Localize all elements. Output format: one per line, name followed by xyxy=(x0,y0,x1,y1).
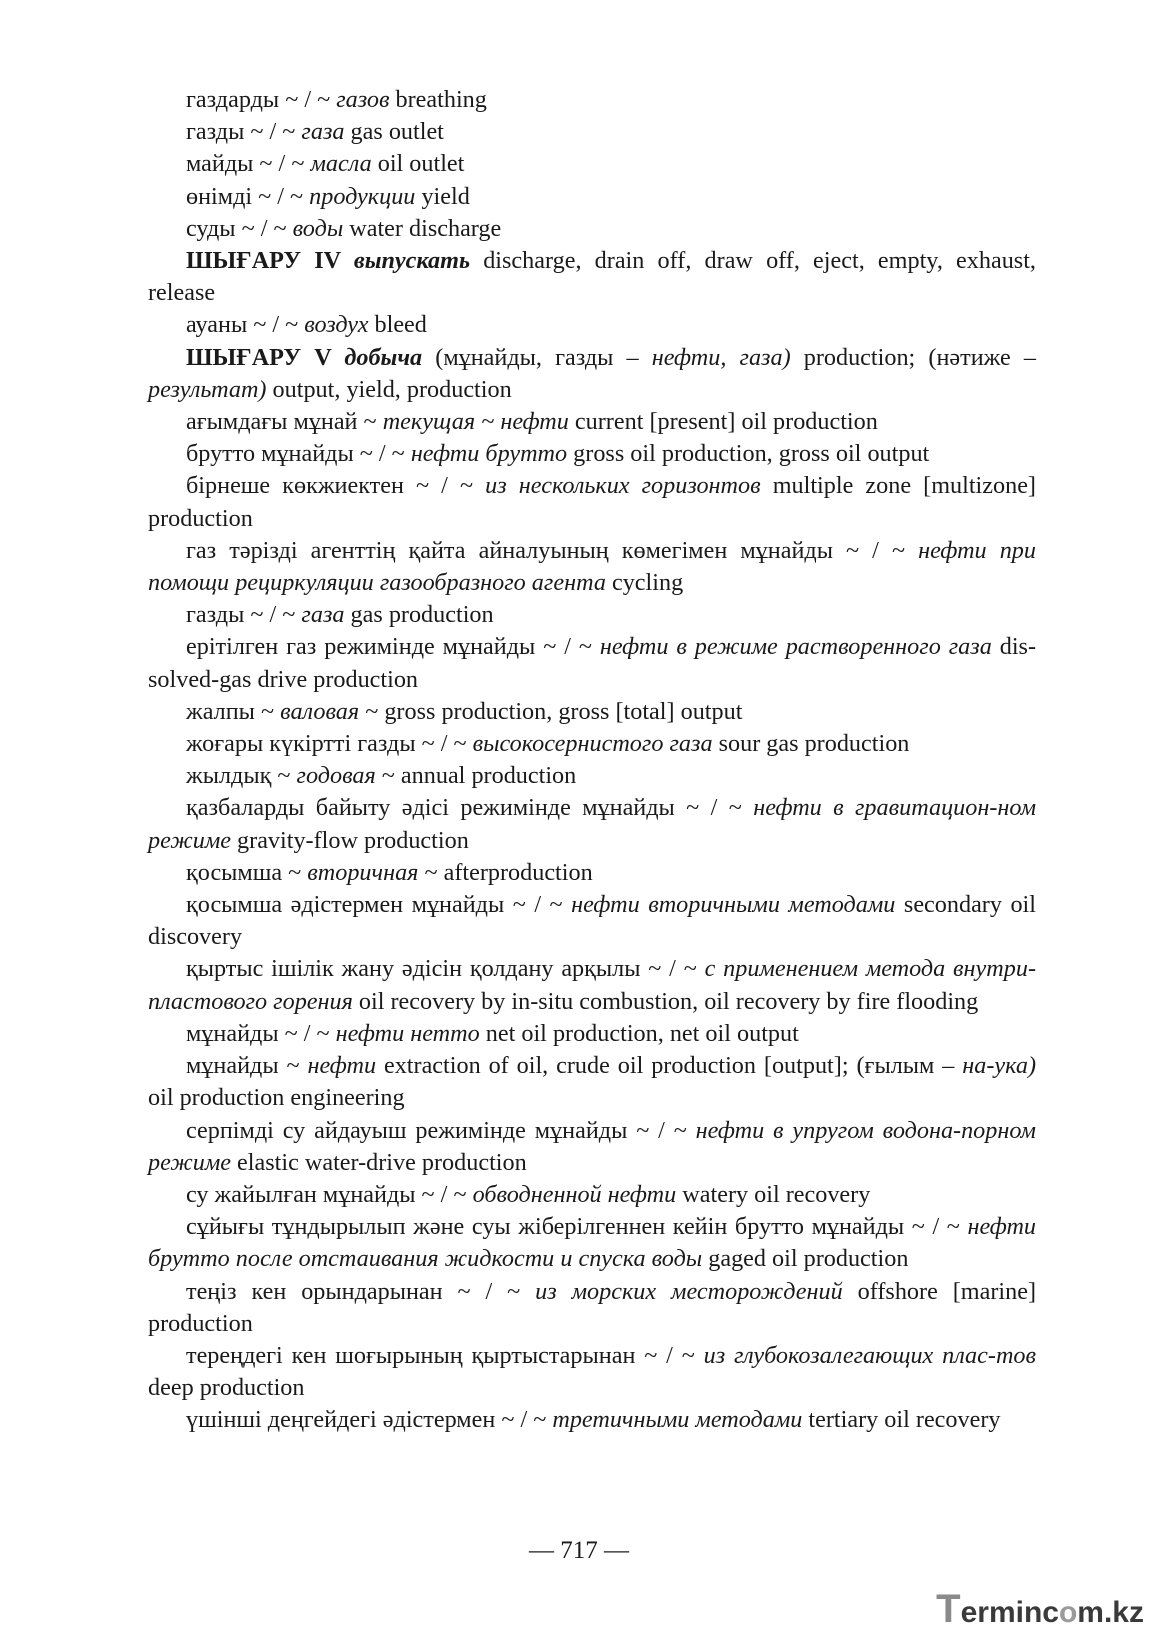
entry-segment: с применением метода внутри-пластового горения xyxy=(148,955,1036,1015)
entry-segment: output, yield, production xyxy=(266,375,512,403)
dictionary-entry xyxy=(148,116,1036,148)
entry-segment: ~ gross production, gross [total] output xyxy=(359,697,743,725)
entry-segment: сұйығы тұндырылып және суы жіберілгеннен кейін брутто мұнайды ~ / ~ xyxy=(186,1213,968,1241)
entry-segment: нефти вторичными методами xyxy=(571,891,896,919)
entry-segment: серпімді су айдауыш режимінде мұнайды ~ / ~ xyxy=(186,1116,696,1144)
entry-segment: қазбаларды байыту әдісі режимінде мұнайды ~ / ~ xyxy=(186,794,754,822)
dictionary-entry xyxy=(148,728,1036,760)
entry-segment: tertiary oil recovery xyxy=(802,1406,1001,1434)
entry-segment: extraction of oil, crude oil production [output]; (ғылым – xyxy=(376,1052,963,1080)
dictionary-entry xyxy=(148,535,1036,599)
entry-segment: нефти xyxy=(307,1052,377,1080)
entry-segment: газа xyxy=(301,601,345,629)
entry-segment: production; (нәтиже – xyxy=(790,343,1037,371)
dictionary-entry xyxy=(148,1115,1036,1179)
entry-segment: net oil production, net oil output xyxy=(479,1019,799,1047)
entry-segment: ағымдағы мұнай ~ xyxy=(186,408,383,436)
entry-segment: ~ afterproduction xyxy=(418,858,593,886)
dictionary-entry xyxy=(148,1404,1036,1436)
dictionary-entry xyxy=(148,148,1036,180)
dictionary-entry xyxy=(148,245,1036,309)
dictionary-entry xyxy=(148,792,1036,856)
dictionary-entry xyxy=(148,470,1036,534)
entry-segment: ауаны ~ / ~ xyxy=(186,311,305,339)
dictionary-entry xyxy=(148,599,1036,631)
entry-segment: elastic water-drive production xyxy=(231,1148,527,1176)
entry-segment: газа xyxy=(301,118,345,146)
entry-segment: ШЫҒАРУ V xyxy=(186,343,345,371)
entry-segment: gross oil production, gross oil output xyxy=(567,440,930,468)
entry-segment: нефти в гравитацион-ном режиме xyxy=(148,794,1037,854)
entry-segment: суды ~ / ~ xyxy=(186,214,293,242)
dictionary-entry xyxy=(148,1211,1036,1275)
dictionary-entry xyxy=(148,760,1036,792)
dictionary-entry xyxy=(148,438,1036,470)
entry-segment: gas production xyxy=(344,601,494,629)
dictionary-entry xyxy=(148,857,1036,889)
entry-segment: қыртыс ішілік жану әдісін қолдану арқылы ~ / ~ xyxy=(186,955,705,983)
entry-segment: высокосернистого газа xyxy=(472,730,713,758)
entry-segment: майды ~ / ~ xyxy=(186,150,311,178)
entry-segment: discharge, drain off, draw off, eject, empty, exhaust, release xyxy=(148,247,1036,307)
entry-segment: газ тәрізді агенттің қайта айналуының көмегімен мұнайды ~ / ~ xyxy=(186,536,919,564)
dictionary-entry xyxy=(148,953,1036,1017)
entry-segment: масла xyxy=(310,150,372,178)
entry-segment: ерітілген газ режимінде мұнайды ~ / ~ xyxy=(186,633,600,661)
entry-segment: watery oil recovery xyxy=(676,1180,871,1208)
entry-segment: нефти в режиме растворенного газа xyxy=(599,633,992,661)
entry-segment: добыча xyxy=(344,343,423,371)
page-number: — 717 — xyxy=(529,1537,629,1564)
entry-segment: oil outlet xyxy=(371,150,465,178)
entry-segment: нефти при помощи рециркуляции газообразного агента xyxy=(148,536,1036,597)
entry-segment: текущая ~ нефти xyxy=(382,408,569,436)
entry-segment: bleed xyxy=(368,311,427,339)
entry-segment: нефти в упругом водона-порном режиме xyxy=(148,1116,1036,1176)
entry-segment: брутто мұнайды ~ / ~ xyxy=(186,440,411,468)
entry-segment: deep production xyxy=(148,1374,305,1402)
entry-segment: жалпы ~ xyxy=(186,697,281,725)
entry-segment: вторичная xyxy=(307,858,419,886)
logo-letter-t: T xyxy=(936,1587,961,1631)
entry-segment: выпускать xyxy=(353,247,471,275)
entry-segment: из нескольких горизонтов xyxy=(485,472,761,500)
entry-segment: воды xyxy=(292,214,344,242)
entry-segment: результат) xyxy=(148,375,267,403)
entry-segment: продукции xyxy=(309,182,416,210)
entry-segment: нефти брутто xyxy=(410,440,568,468)
entry-segment: из морских месторождений xyxy=(535,1277,843,1305)
entry-segment: (мұнайды, газды – xyxy=(422,343,652,371)
dictionary-entry xyxy=(148,1340,1036,1404)
entry-segment: үшінші деңгейдегі әдістермен ~ / ~ xyxy=(186,1406,553,1434)
entry-segment: жылдық ~ xyxy=(186,762,297,790)
entry-segment: dis-solved-gas drive production xyxy=(148,633,1037,693)
entry-segment: воздух xyxy=(304,311,369,339)
entry-segment: из глубокозалегающих плас-тов xyxy=(703,1341,1037,1369)
entry-segment: газдарды ~ / ~ xyxy=(186,86,337,113)
entry-segment: третичными методами xyxy=(552,1406,803,1434)
dictionary-entry xyxy=(148,889,1036,953)
dictionary-entry xyxy=(148,406,1036,438)
entry-segment: cycling xyxy=(605,569,684,597)
entry-segment: secondary oil discovery xyxy=(148,891,1036,951)
logo-magnifier-icon: о xyxy=(1058,1596,1078,1629)
dictionary-entry xyxy=(148,213,1036,245)
entry-segment: бірнеше көкжиектен ~ / ~ xyxy=(186,472,486,500)
entry-segment: қосымша ~ xyxy=(186,858,308,886)
entry-segment: мұнайды ~ xyxy=(186,1052,308,1080)
entry-segment: нефти нетто xyxy=(335,1019,480,1047)
logo-text-end: m.kz xyxy=(1077,1596,1144,1629)
entry-segment: нефти, газа) xyxy=(651,343,791,371)
entry-segment: sour gas production xyxy=(712,730,910,758)
entry-segment: жоғары күкіртті газды ~ / ~ xyxy=(186,730,473,758)
entry-segment: газды ~ / ~ xyxy=(186,601,302,629)
entry-segment: multiple zone [multizone] production xyxy=(148,472,1036,532)
logo-text-start: erminc xyxy=(960,1596,1059,1629)
dictionary-entry xyxy=(148,84,1036,116)
entry-segment: gas outlet xyxy=(344,118,444,146)
entry-segment: обводненной нефти xyxy=(472,1180,677,1208)
dictionary-entry xyxy=(148,181,1036,213)
entry-segment: ШЫҒАРУ IV xyxy=(186,247,354,275)
entry-segment: oil production engineering xyxy=(148,1084,405,1112)
entry-segment: breathing xyxy=(389,86,487,113)
entry-segment: gravity-flow production xyxy=(231,826,469,854)
entry-segment: өнімді ~ / ~ xyxy=(186,182,310,210)
entry-segment: на-ука) xyxy=(962,1052,1036,1080)
entry-segment: тереңдегі кен шоғырының қыртыстарынан ~ / ~ xyxy=(186,1341,704,1369)
entry-segment: газды ~ / ~ xyxy=(186,118,302,146)
entry-segment: теңіз кен орындарынан ~ / ~ xyxy=(186,1277,536,1305)
entry-segment: water discharge xyxy=(343,214,502,242)
entry-segment: валовая xyxy=(280,697,360,725)
entry-segment: нефти брутто после отстаивания жидкости и спуска воды xyxy=(148,1213,1036,1273)
entry-segment: ~ annual production xyxy=(375,762,577,790)
entry-segment: газов xyxy=(336,86,390,113)
entry-segment: oil recovery by in-situ combustion, oil recovery by fire flooding xyxy=(352,987,979,1015)
dictionary-entries xyxy=(148,84,1036,1437)
dictionary-entry xyxy=(148,1050,1036,1114)
entry-segment: offshore [marine] production xyxy=(148,1277,1036,1337)
dictionary-entry xyxy=(148,631,1036,695)
dictionary-entry xyxy=(148,1179,1036,1211)
dictionary-entry xyxy=(148,1276,1036,1340)
dictionary-entry xyxy=(148,342,1036,406)
terminkom-logo xyxy=(936,1589,1144,1629)
entry-segment: қосымша әдістермен мұнайды ~ / ~ xyxy=(186,891,572,919)
dictionary-entry xyxy=(148,1018,1036,1050)
entry-segment: су жайылған мұнайды ~ / ~ xyxy=(186,1180,473,1208)
dictionary-entry xyxy=(148,696,1036,728)
entry-segment: мұнайды ~ / ~ xyxy=(186,1019,336,1047)
entry-segment: gaged oil production xyxy=(702,1245,909,1273)
entry-segment: current [present] oil production xyxy=(568,408,878,436)
entry-segment: yield xyxy=(415,182,470,210)
dictionary-entry xyxy=(148,309,1036,341)
entry-segment: годовая xyxy=(296,762,376,790)
